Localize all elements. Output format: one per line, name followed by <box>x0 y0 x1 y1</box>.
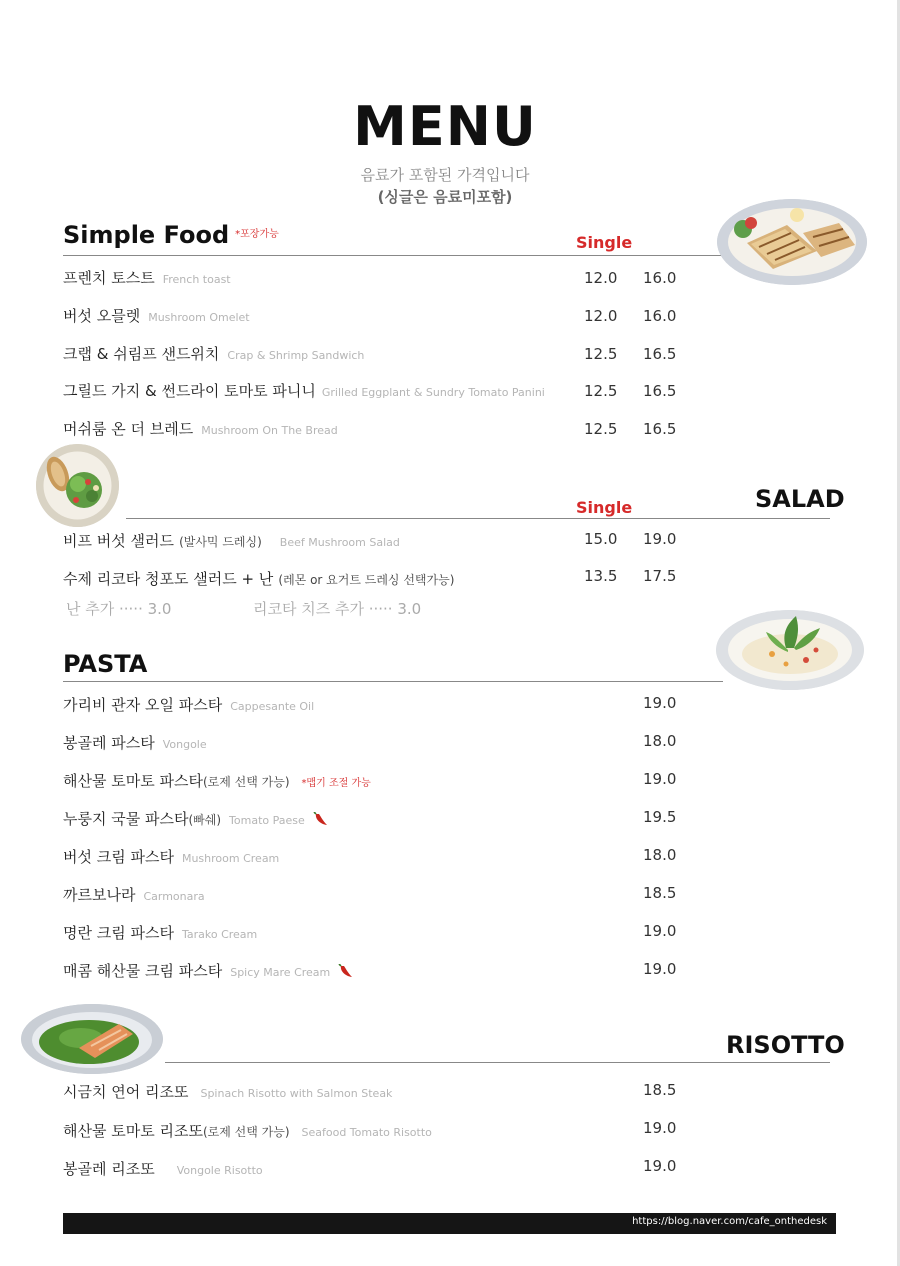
item-name-en: Mushroom Cream <box>181 852 280 865</box>
item-name-en: Tomato Paese <box>229 814 305 827</box>
salad-extra-ricotta: 리코타 치즈 추가 ····· 3.0 <box>253 600 422 618</box>
item-name-kr: 프렌치 토스트 <box>63 269 155 287</box>
section-title-salad: SALAD <box>755 485 845 513</box>
item-name-kr: 봉골레 리조또 <box>63 1160 155 1178</box>
section-title-simple-food <box>63 221 279 249</box>
price: 19.0 <box>643 960 677 978</box>
menu-item <box>63 419 338 441</box>
item-name-en: Beef Mushroom Salad <box>279 536 400 549</box>
salad-extra-naan: 난 추가 ····· 3.0 <box>66 600 172 618</box>
item-name-note: (로제 선택 가능) <box>202 1125 290 1139</box>
menu-item <box>63 809 329 831</box>
single-note: (싱글은 음료미포함) <box>377 188 513 206</box>
price: 18.5 <box>643 884 677 902</box>
item-name-kr: 크랩 & 쉬림프 샌드위치 <box>63 345 220 363</box>
item-name-en: Crap & Shrimp Sandwich <box>227 349 365 362</box>
section-title-risotto: RISOTTO <box>726 1031 845 1059</box>
item-name-kr: 수제 리코타 청포도 샐러드 + 난 <box>63 570 274 588</box>
menu-item <box>63 1082 392 1104</box>
single-column-header: Single <box>576 498 633 517</box>
item-name-kr: 명란 크림 파스타 <box>63 924 174 942</box>
price: 19.0 <box>643 530 677 548</box>
price-single: 12.0 <box>584 269 618 287</box>
risotto-photo <box>21 1004 163 1074</box>
section-divider <box>126 518 830 519</box>
section-title-text: Simple Food <box>63 221 230 249</box>
menu-item <box>63 1159 263 1181</box>
single-column-header: Single <box>576 233 633 252</box>
price: 16.5 <box>643 345 677 363</box>
item-name-en: Vongole <box>162 738 207 751</box>
menu-item <box>63 733 207 755</box>
salad-photo <box>36 444 119 527</box>
section-divider <box>63 255 723 256</box>
menu-item <box>63 885 205 907</box>
price: 16.5 <box>643 420 677 438</box>
price: 18.5 <box>643 1081 677 1099</box>
item-name-kr: 매콤 해산물 크림 파스타 <box>63 962 223 980</box>
item-name-kr: 시금치 연어 리조또 <box>63 1083 189 1101</box>
panini-photo <box>717 199 867 285</box>
menu-item <box>63 695 314 717</box>
menu-item <box>63 847 279 869</box>
menu-item <box>63 268 231 290</box>
pasta-photo <box>716 610 864 690</box>
price: 18.0 <box>643 846 677 864</box>
menu-item <box>63 344 364 366</box>
menu-item <box>63 771 371 794</box>
takeout-note: *포장가능 <box>235 229 279 240</box>
spice-adjust-note: *맵기 조절 가능 <box>301 778 371 789</box>
price: 19.0 <box>643 1157 677 1175</box>
menu-item <box>63 381 545 403</box>
menu-item <box>63 1121 432 1143</box>
price-single: 12.5 <box>584 420 618 438</box>
item-name-note: (빠쉐) <box>188 813 222 827</box>
item-name-note: (레몬 or 요거트 드레싱 선택가능) <box>278 573 455 587</box>
menu-item <box>63 569 454 590</box>
section-title-pasta: PASTA <box>63 650 148 678</box>
item-name-en: Spinach Risotto with Salmon Steak <box>200 1087 393 1100</box>
price: 19.0 <box>643 770 677 788</box>
item-name-kr: 해산물 토마토 리조또 <box>63 1122 203 1140</box>
chili-pepper-icon <box>313 811 329 825</box>
chili-pepper-icon <box>338 963 354 977</box>
price: 16.0 <box>643 269 677 287</box>
price-single: 15.0 <box>584 530 618 548</box>
item-name-en: Spicy Mare Cream <box>230 966 331 979</box>
page-title: MENU <box>353 95 537 158</box>
menu-item <box>63 961 354 983</box>
item-name-kr: 봉골레 파스타 <box>63 734 155 752</box>
item-name-en: Mushroom On The Bread <box>201 424 338 437</box>
item-name-en: Grilled Eggplant & Sundry Tomato Panini <box>321 386 545 399</box>
price-single: 13.5 <box>584 567 618 585</box>
item-name-note: (발사믹 드레싱) <box>179 535 262 549</box>
footer-bar <box>63 1213 836 1234</box>
menu-item <box>63 531 400 553</box>
item-name-kr: 해산물 토마토 파스타 <box>63 772 203 790</box>
price-note: 음료가 포함된 가격입니다 <box>360 166 530 184</box>
price: 19.0 <box>643 922 677 940</box>
price: 18.0 <box>643 732 677 750</box>
price-single: 12.0 <box>584 307 618 325</box>
price: 19.5 <box>643 808 677 826</box>
price: 19.0 <box>643 1119 677 1137</box>
item-name-kr: 누룽지 국물 파스타 <box>63 810 189 828</box>
price: 16.0 <box>643 307 677 325</box>
item-name-en: Seafood Tomato Risotto <box>301 1126 432 1139</box>
footer-blog-link[interactable]: https://blog.naver.com/cafe_onthedesk <box>632 1216 827 1227</box>
section-divider <box>165 1062 830 1063</box>
price: 19.0 <box>643 694 677 712</box>
price: 16.5 <box>643 382 677 400</box>
item-name-kr: 머쉬룸 온 더 브레드 <box>63 420 194 438</box>
item-name-kr: 비프 버섯 샐러드 <box>63 532 174 550</box>
menu-item <box>63 923 257 945</box>
item-name-en: Carmonara <box>143 890 205 903</box>
price-single: 12.5 <box>584 382 618 400</box>
menu-item <box>63 306 250 328</box>
section-divider <box>63 681 723 682</box>
item-name-kr: 버섯 오믈렛 <box>63 307 141 325</box>
item-name-kr: 가리비 관자 오일 파스타 <box>63 696 223 714</box>
item-name-en: French toast <box>162 273 231 286</box>
price: 17.5 <box>643 567 677 585</box>
item-name-kr: 버섯 크림 파스타 <box>63 848 174 866</box>
item-name-note: (로제 선택 가능) <box>202 775 290 789</box>
item-name-en: Cappesante Oil <box>230 700 315 713</box>
item-name-kr: 그릴드 가지 & 썬드라이 토마토 파니니 <box>63 382 316 400</box>
item-name-en: Tarako Cream <box>181 928 258 941</box>
item-name-en: Mushroom Omelet <box>148 311 250 324</box>
item-name-en: Vongole Risotto <box>176 1164 263 1177</box>
item-name-kr: 까르보나라 <box>63 886 136 904</box>
price-single: 12.5 <box>584 345 618 363</box>
